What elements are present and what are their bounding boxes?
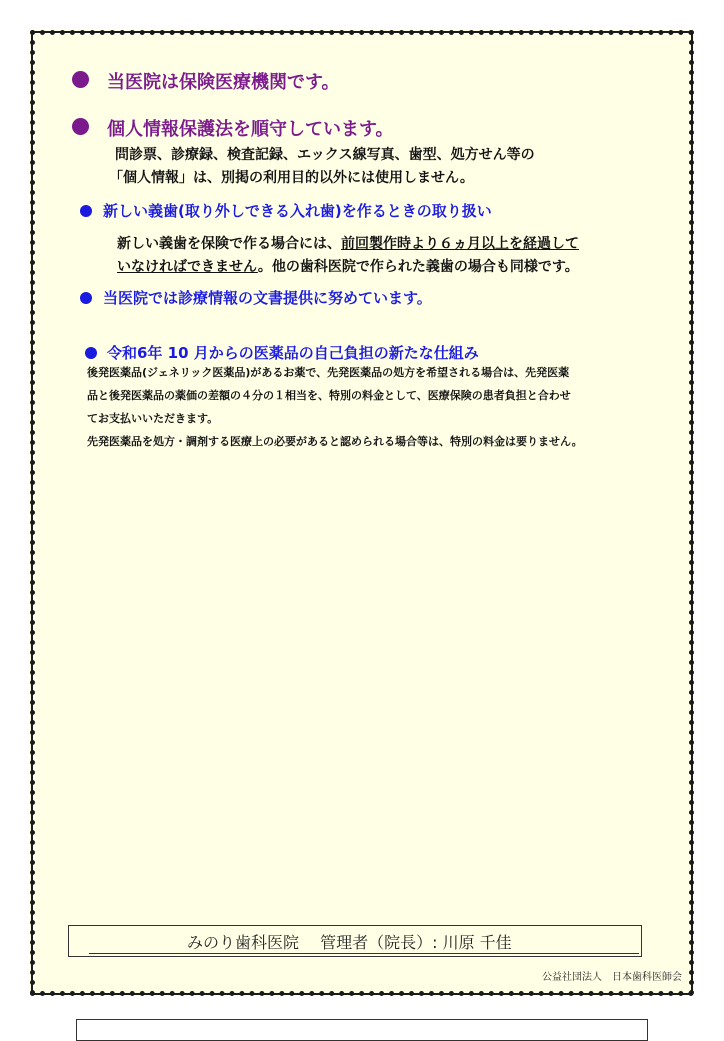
clinic-name-box	[68, 925, 642, 957]
dentures-text-line1	[117, 233, 579, 255]
privacy-text-line2: 「個人情報」は、別掲の利用目的以外には使用しません。	[109, 170, 474, 186]
purple-bullet-icon	[72, 71, 89, 88]
blue-bullet-icon	[80, 292, 92, 304]
medicine-text-line1: 後発医薬品(ジェネリック医薬品)があるお薬で、先発医薬品の処方を希望される場合は、先発医薬	[87, 366, 570, 379]
heading-insurance: 当医院は保険医療機関です。	[107, 72, 340, 93]
heading-medicine: 令和6年 10 月からの医薬品の自己負担の新たな仕組み	[107, 344, 479, 362]
privacy-text-line1: 問診票、診療録、検査記録、エックス線写真、歯型、処方せん等の	[115, 147, 535, 163]
clinic-name: みのり歯科医院 管理者（院長）: 川原 千佳	[187, 933, 512, 952]
medicine-text-line4: 先発医薬品を処方・調剤する医療上の必要があると認められる場合等は、特別の料金は要りません。	[87, 435, 583, 448]
heading-dentures: 新しい義歯(取り外しできる入れ歯)を作るときの取り扱い	[103, 202, 492, 220]
dentures-text-line2	[117, 256, 579, 278]
dentures-text-underlined: いなければできません	[117, 259, 258, 275]
medicine-text-line3: てお支払いいただきます。	[87, 412, 219, 425]
heading-documents: 当医院では診療情報の文書提供に努めています。	[103, 289, 432, 307]
blue-bullet-icon	[85, 347, 97, 359]
blue-bullet-icon	[80, 205, 92, 217]
dentures-text-plain: 新しい義歯を保険で作る場合には、	[117, 236, 341, 252]
dentures-text-underlined: 前回製作時より６ヵ月以上を経過して	[341, 236, 579, 252]
medicine-text-line2: 品と後発医薬品の薬価の差額の４分の１相当を、特別の料金として、医療保険の患者負担と合わせ	[87, 389, 571, 402]
association-name: 公益社団法人 日本歯科医師会	[542, 972, 682, 983]
heading-privacy: 個人情報保護法を順守しています。	[107, 119, 394, 140]
notice-poster	[30, 30, 694, 996]
dentures-text-plain: 。他の歯科医院で作られた義歯の場合も同様です。	[257, 259, 579, 275]
signature-line	[89, 953, 639, 954]
bottom-frame	[76, 1019, 648, 1041]
purple-bullet-icon	[72, 118, 89, 135]
